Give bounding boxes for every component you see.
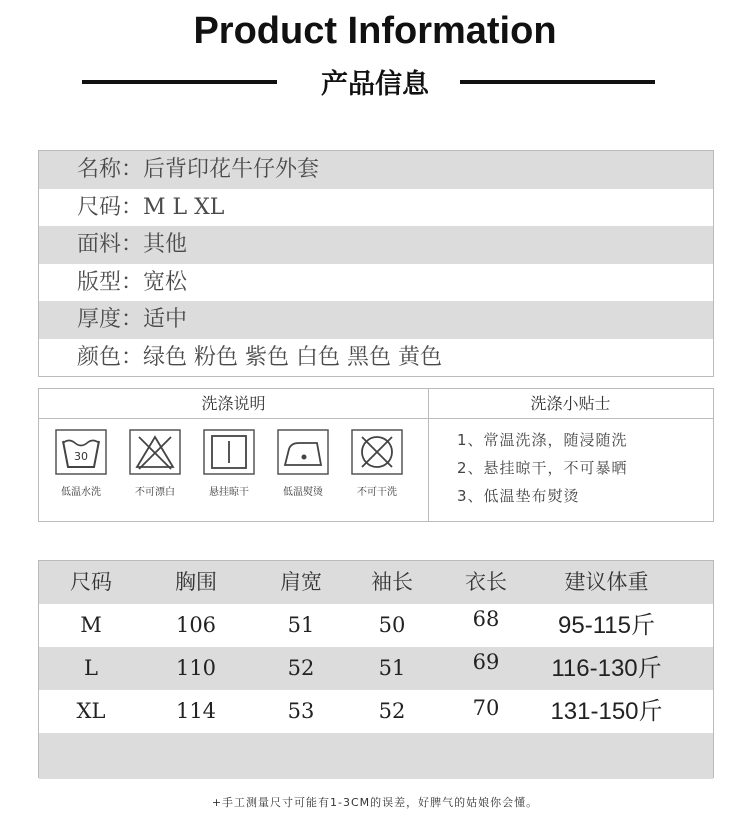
cell-weight: 95-115斤 <box>558 612 655 639</box>
cell-weight: 116-130斤 <box>551 655 662 682</box>
care-tips-list <box>457 429 628 513</box>
size-row-blank <box>39 733 713 779</box>
no-dry-clean-icon <box>351 429 403 475</box>
size-header-row <box>39 561 713 604</box>
care-tip: 2、悬挂晾干，不可暴晒 <box>457 459 628 477</box>
product-info-table <box>38 150 714 377</box>
care-heading: 洗涤说明 <box>39 389 428 419</box>
care-label-wash: 低温水洗 <box>61 487 101 498</box>
care-item-wash <box>49 429 113 498</box>
subtitle-row <box>0 62 750 102</box>
info-row-fit: 版型：宽松 <box>77 269 188 295</box>
care-divider <box>428 389 429 521</box>
info-row-size: 尺码：M L XL <box>77 194 225 220</box>
cell-shoulder: 52 <box>287 656 315 680</box>
care-label-bleach: 不可漂白 <box>135 487 175 498</box>
cell-shoulder: 53 <box>287 699 315 723</box>
cell-size: XL <box>76 699 106 723</box>
header-sleeve: 袖长 <box>371 570 413 594</box>
header-shoulder: 肩宽 <box>280 570 322 594</box>
info-row-thickness: 厚度：适中 <box>39 301 713 339</box>
size-row-xl <box>39 690 713 733</box>
page-subtitle: 产品信息 <box>321 69 429 100</box>
cell-chest: 110 <box>175 656 217 680</box>
wash-temp: 30 <box>74 450 88 463</box>
care-label-hang: 悬挂晾干 <box>209 487 249 498</box>
care-item-hang <box>197 429 261 498</box>
cell-sleeve: 51 <box>378 656 406 680</box>
header-size: 尺码 <box>70 570 112 594</box>
cell-chest: 114 <box>175 699 217 723</box>
low-iron-icon <box>277 429 329 475</box>
cell-sleeve: 50 <box>378 613 406 637</box>
cell-length: 68 <box>472 607 500 631</box>
cell-length: 70 <box>472 696 500 720</box>
care-label-iron: 低温熨烫 <box>283 487 323 498</box>
info-row-color: 颜色：绿色 粉色 紫色 白色 黑色 黄色 <box>77 344 442 370</box>
care-item-bleach <box>123 429 187 498</box>
care-item-dryclean <box>345 429 409 498</box>
cell-length: 69 <box>472 650 500 674</box>
cell-size: M <box>80 613 102 637</box>
tips-heading: 洗涤小贴士 <box>428 389 713 419</box>
header-length: 衣长 <box>465 570 507 594</box>
cell-sleeve: 52 <box>378 699 406 723</box>
wash-30-icon <box>55 429 107 475</box>
care-label-dryclean: 不可干洗 <box>357 487 397 498</box>
cell-chest: 106 <box>175 613 217 637</box>
care-tip: 3、低温垫布熨烫 <box>457 487 580 505</box>
info-row-name: 名称：后背印花牛仔外套 <box>39 151 713 189</box>
care-item-iron <box>271 429 335 498</box>
size-chart <box>38 560 714 778</box>
header-weight: 建议体重 <box>564 570 649 594</box>
cell-size: L <box>84 656 98 680</box>
care-tip: 1、常温洗涤，随浸随洗 <box>457 431 628 449</box>
page-title: Product Information <box>193 10 557 52</box>
header-chest: 胸围 <box>175 570 217 594</box>
info-row-fabric: 面料：其他 <box>39 226 713 264</box>
cell-shoulder: 51 <box>287 613 315 637</box>
no-bleach-icon <box>129 429 181 475</box>
cell-weight: 131-150斤 <box>550 698 663 725</box>
care-instructions-panel <box>38 388 714 522</box>
measurement-footnote: +手工测量尺寸可能有1-3CM的误差，好脾气的姑娘你会懂。 <box>211 796 539 809</box>
size-row-l <box>39 647 713 690</box>
hang-dry-icon <box>203 429 255 475</box>
size-row-m <box>39 604 713 647</box>
